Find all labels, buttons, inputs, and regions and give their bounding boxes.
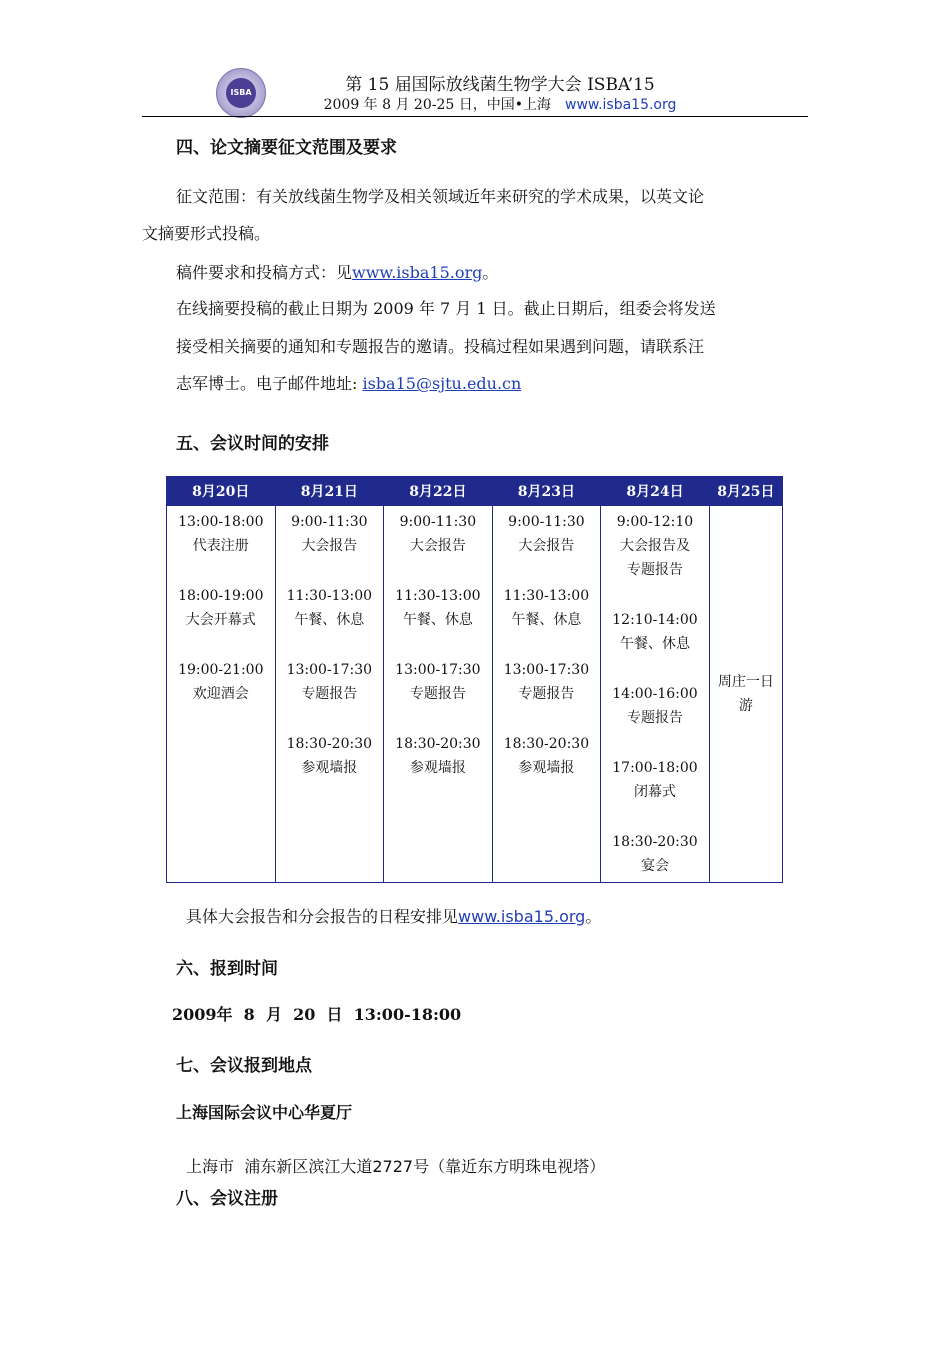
header-title: 第 15 届国际放线菌生物学大会 ISBA’15 [345, 75, 655, 95]
day-header: 8月25日 [709, 477, 782, 506]
day-cell [492, 506, 601, 883]
address-landmark: 号（靠近东方明珠电视塔） [413, 1157, 606, 1176]
contact-label: 志军博士。电子邮件地址: [176, 374, 363, 393]
schedule-item: 9:00-11:30 大会报告 [399, 514, 477, 554]
day-cell [709, 506, 782, 883]
schedule-note [186, 906, 601, 928]
schedule-item: 11:30-13:00 午餐、休息 [395, 588, 481, 628]
schedule-note-link[interactable]: www.isba15.org [458, 907, 586, 926]
header-divider [142, 116, 808, 117]
section4-submission [176, 262, 498, 284]
header-subtitle [290, 94, 710, 114]
day-header: 8月24日 [601, 477, 710, 506]
schedule-item: 13:00-17:30 专题报告 [395, 662, 481, 702]
section4-heading: 四、论文摘要征文范围及要求 [176, 138, 397, 158]
schedule-item: 18:30-20:30 参观墙报 [286, 736, 373, 776]
schedule-note-period: 。 [585, 907, 602, 926]
day-header: 8月21日 [275, 477, 384, 506]
schedule-item: 11:30-13:00 午餐、休息 [286, 588, 373, 628]
header-date-location: 2009 年 8 月 20-25 日，中国•上海 [323, 97, 551, 113]
submission-label: 稿件要求和投稿方式：见 [176, 263, 353, 282]
submission-period: 。 [482, 263, 499, 282]
section8-heading: 八、会议注册 [176, 1189, 278, 1209]
day-cell [384, 506, 493, 883]
schedule-item: 18:30-20:30 参观墙报 [503, 736, 590, 776]
schedule-item: 9:00-11:30 大会报告 [291, 514, 368, 554]
isba-logo [216, 68, 266, 118]
schedule-item: 13:00-17:30 专题报告 [286, 662, 373, 702]
schedule-item: 11:30-13:00 午餐、休息 [503, 588, 590, 628]
schedule-item: 周庄一日 游 [717, 674, 774, 714]
schedule-table [166, 476, 783, 883]
section6-heading: 六、报到时间 [176, 959, 278, 979]
schedule-item: 12:10-14:00 午餐、休息 [612, 612, 698, 652]
schedule-row [167, 506, 783, 883]
section5-heading: 五、会议时间的安排 [176, 434, 329, 454]
schedule-note-text: 具体大会报告和分会报告的日程安排见 [186, 907, 459, 926]
section4-deadline-line2: 接受相关摘要的通知和专题报告的邀请。投稿过程如果遇到问题，请联系汪 [176, 337, 705, 356]
schedule-item: 19:00-21:00 欢迎酒会 [178, 662, 264, 702]
venue-name: 上海国际会议中心华夏厅 [176, 1103, 353, 1122]
contact-email-link[interactable]: isba15@sjtu.edu.cn [362, 374, 522, 393]
section4-deadline-line1: 在线摘要投稿的截止日期为 2009 年 7 月 1 日。截止日期后，组委会将发送 [176, 299, 716, 318]
day-header: 8月23日 [492, 477, 601, 506]
day-cell [167, 506, 276, 883]
section4-scope-line2: 文摘要形式投稿。 [142, 224, 271, 243]
day-header: 8月22日 [384, 477, 493, 506]
section7-heading: 七、会议报到地点 [176, 1056, 312, 1076]
schedule-item: 9:00-12:10 大会报告及 专题报告 [616, 514, 694, 578]
schedule-header-row [167, 477, 783, 506]
schedule-item: 13:00-17:30 专题报告 [503, 662, 590, 702]
day-cell [601, 506, 710, 883]
section4-contact [176, 373, 521, 395]
section4-scope-line1: 征文范围：有关放线菌生物学及相关领域近年来研究的学术成果，以英文论 [176, 187, 705, 206]
header-url-link[interactable]: www.isba15.org [565, 97, 677, 113]
schedule-item: 18:30-20:30 宴会 [612, 834, 698, 874]
schedule-item: 14:00-16:00 专题报告 [612, 686, 698, 726]
schedule-item: 13:00-18:00 代表注册 [178, 514, 264, 554]
address-text: 上海市 浦东新区滨江大道 [186, 1157, 373, 1176]
day-cell [275, 506, 384, 883]
schedule-item: 17:00-18:00 闭幕式 [612, 760, 698, 800]
schedule-item: 18:30-20:30 参观墙报 [395, 736, 481, 776]
isba-logo-text: ISBA [226, 78, 256, 108]
schedule-item: 18:00-19:00 大会开幕式 [178, 588, 264, 628]
submission-link[interactable]: www.isba15.org [352, 263, 483, 282]
day-header: 8月20日 [167, 477, 276, 506]
registration-time: 2009年 8 月 20 日 13:00-18:00 [172, 1005, 462, 1024]
address-number: 2727 [372, 1157, 414, 1176]
schedule-item: 9:00-11:30 大会报告 [508, 514, 585, 554]
venue-address [176, 1134, 605, 1178]
